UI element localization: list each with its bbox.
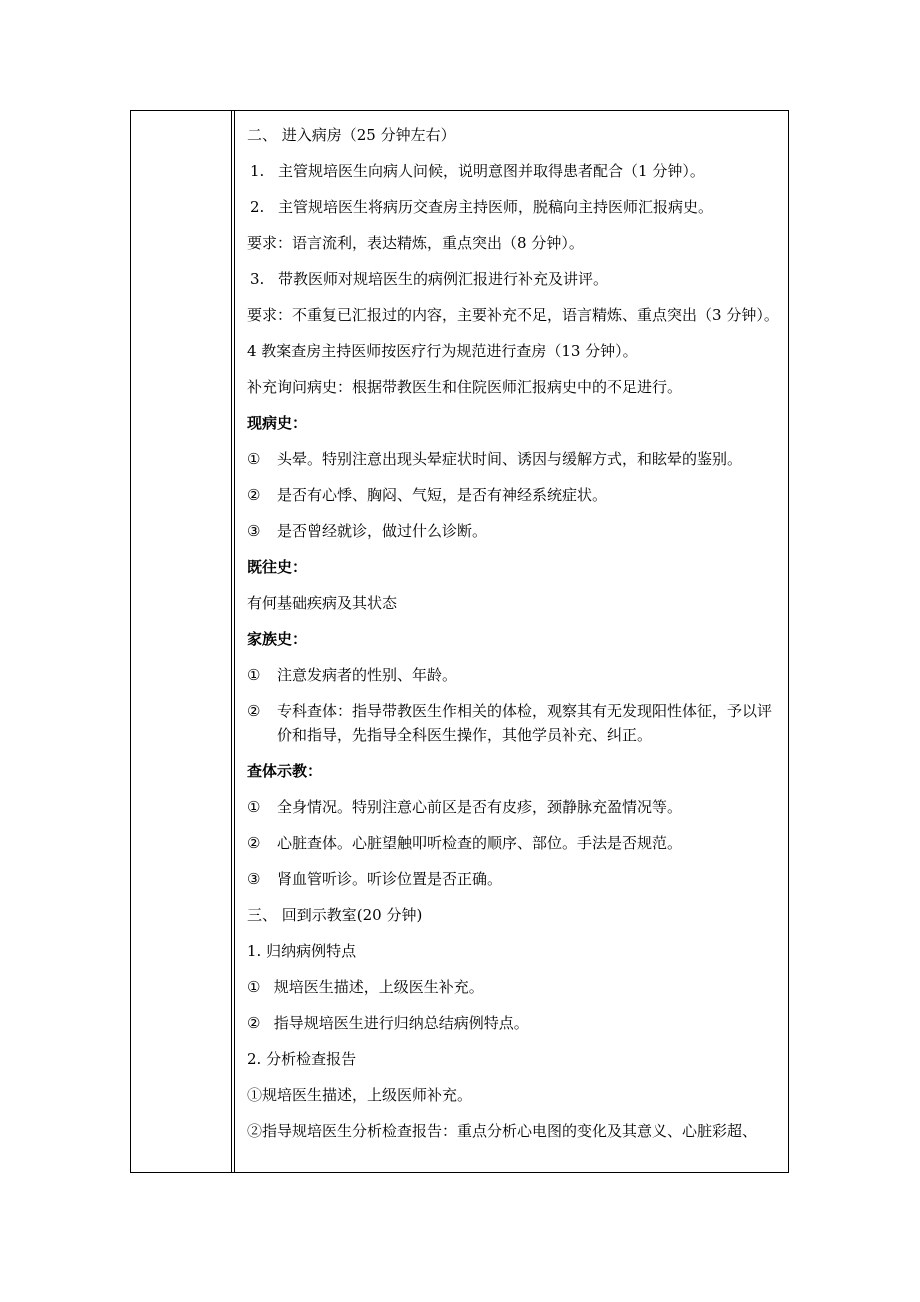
s3-sub2-item-1: ①规培医生描述，上级医师补充。 xyxy=(247,1086,473,1104)
s2-requirement-1: 要求：语言流利，表达精炼，重点突出（8 分钟）。 xyxy=(247,234,584,252)
fh-item-1: ① 注意发病者的性别、年龄。 xyxy=(247,666,458,684)
content-cell xyxy=(247,123,782,1155)
fh-item-2: ② 专科查体：指导带教医生作相关的体检，观察其有无发现阳性体征，予以评价和指导，先指导全科医生操作，其他学员补充、纠正。 xyxy=(247,702,773,744)
pe-item-2: ② 心脏查体。心脏望触叩听检查的顺序、部位。手法是否规范。 xyxy=(247,834,683,852)
s3-item-1: 1. 归纳病例特点 xyxy=(247,942,357,960)
s3-item-2: 2. 分析检查报告 xyxy=(247,1050,357,1068)
s2-item-1: 1. 主管规培医生向病人问候，说明意图并取得患者配合（1 分钟）。 xyxy=(250,162,705,180)
hpi-item-3: ③ 是否曾经就诊，做过什么诊断。 xyxy=(247,522,488,540)
pe-item-3: ③ 肾血管听诊。听诊位置是否正确。 xyxy=(247,870,503,888)
hpi-item-2: ② 是否有心悸、胸闷、气短，是否有神经系统症状。 xyxy=(247,486,608,504)
hpi-item-1: ① 头晕。特别注意出现头晕症状时间、诱因与缓解方式，和眩晕的鉴别。 xyxy=(247,450,743,468)
s3-sub1-item-1: ① 规培医生描述，上级医生补充。 xyxy=(247,978,484,996)
section-3-heading: 三、 回到示教室(20 分钟) xyxy=(247,906,423,924)
s2-requirement-2: 要求：不重复已汇报过的内容，主要补充不足，语言精炼、重点突出（3 分钟）。 xyxy=(247,306,779,324)
pmh-title: 既往史： xyxy=(247,558,308,576)
hpi-title: 现病史： xyxy=(247,414,308,432)
s2-item-3: 3. 带教医师对规培医生的病例汇报进行补充及讲评。 xyxy=(250,270,609,288)
s3-sub1-item-2: ② 指导规培医生进行归纳总结病例特点。 xyxy=(247,1014,529,1032)
s3-sub2-item-2: ②指导规培医生分析检查报告：重点分析心电图的变化及其意义、心脏彩超、 xyxy=(247,1122,758,1140)
s2-item-2: 2. 主管规培医生将病历交查房主持医师，脱稿向主持医师汇报病史。 xyxy=(250,198,714,216)
pmh-text: 有何基础疾病及其状态 xyxy=(247,594,398,612)
pe-title: 查体示教： xyxy=(247,762,323,780)
lesson-plan-table xyxy=(130,110,789,1173)
pe-item-1: ① 全身情况。特别注意心前区是否有皮疹，颈静脉充盈情况等。 xyxy=(247,798,683,816)
column-divider xyxy=(231,111,232,1172)
column-divider-inner xyxy=(234,111,235,1172)
s2-supplement: 补充询问病史：根据带教医生和住院医师汇报病史中的不足进行。 xyxy=(247,378,683,396)
fh-title: 家族史： xyxy=(247,630,308,648)
section-2-heading: 二、 进入病房（25 分钟左右） xyxy=(247,126,456,144)
s2-item-4: 4 教案查房主持医师按医疗行为规范进行查房（13 分钟）。 xyxy=(247,342,638,360)
